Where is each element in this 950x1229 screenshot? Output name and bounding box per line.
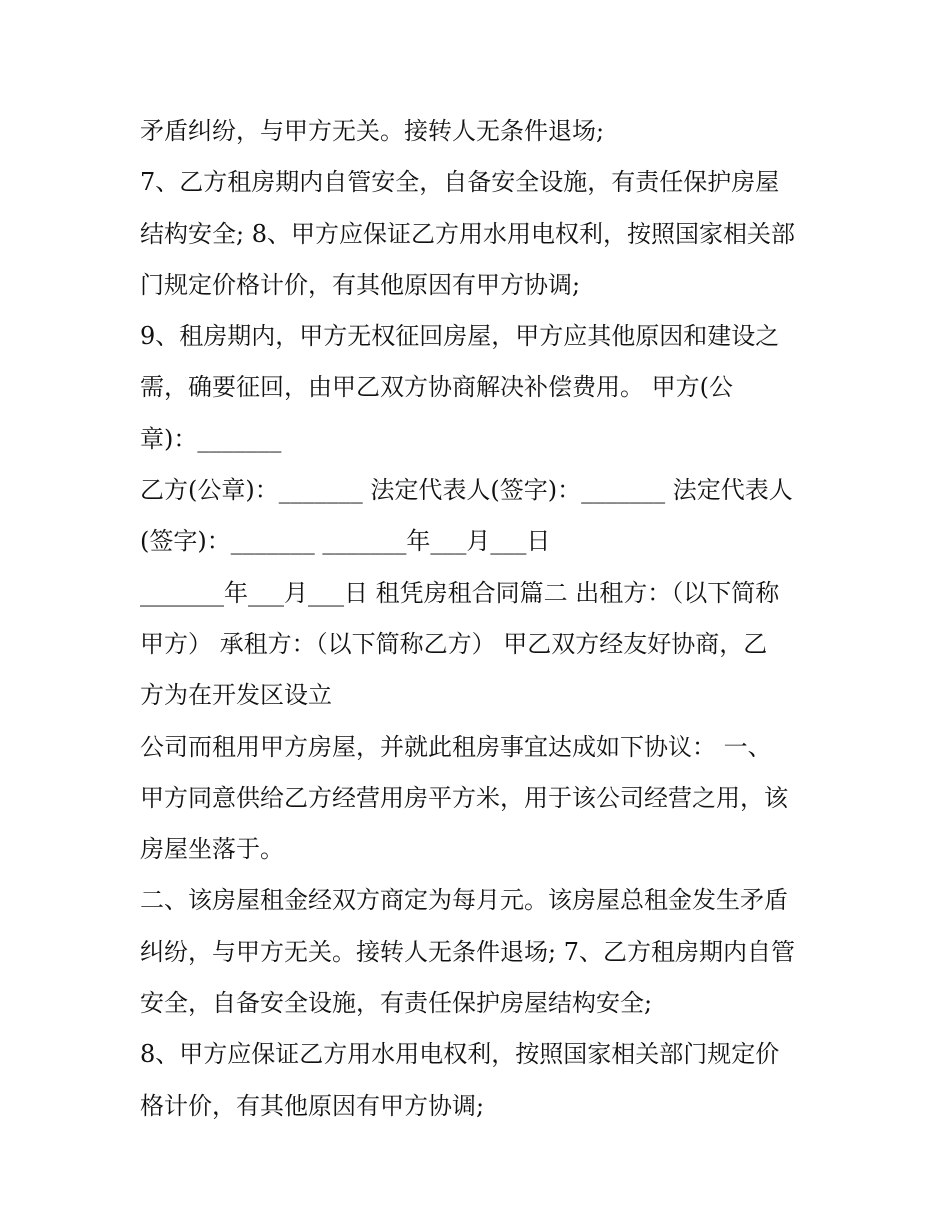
text-line: 乙方(公章)：_______ 法定代表人(签字)：_______ 法定代表人 <box>140 476 793 505</box>
text-line: 甲方） 承租方：（以下简称乙方） 甲乙双方经友好协商，乙 <box>140 629 768 658</box>
text-line: 公司而租用甲方房屋，并就此租房事宜达成如下协议： 一、 <box>140 732 772 761</box>
document-body <box>140 106 820 1132</box>
text-line: (签字)：_______ _______年___月___日 <box>140 527 551 556</box>
text-line: 二、该房屋租金经双方商定为每月元。该房屋总租金发生矛盾 <box>140 886 788 915</box>
text-line: 方为在开发区设立 <box>140 681 332 710</box>
text-line: 结构安全; 8、甲方应保证乙方用水用电权利，按照国家相关部 <box>140 219 795 248</box>
text-line: 门规定价格计价，有其他原因有甲方协调; <box>140 270 581 299</box>
text-line: 甲方同意供给乙方经营用房平方米，用于该公司经营之用，该 <box>140 783 788 812</box>
text-line: 纠纷，与甲方无关。接转人无条件退场; 7、乙方租房期内自管 <box>140 937 795 966</box>
text-line: 7、乙方租房期内自管安全，自备安全设施，有责任保护房屋 <box>140 168 780 197</box>
text-line: 矛盾纠纷，与甲方无关。接转人无条件退场; <box>140 117 605 145</box>
text-line: 安全，自备安全设施，有责任保护房屋结构安全; <box>140 989 653 1018</box>
text-line: _______年___月___日 租凭房租合同篇二 出租方：（以下简称 <box>140 578 780 607</box>
text-line: 8、甲方应保证乙方用水用电权利，按照国家相关部门规定价 <box>140 1040 780 1069</box>
text-line: 章)：_______ <box>140 424 282 453</box>
text-line: 房屋坐落于。 <box>140 835 284 864</box>
text-line: 格计价，有其他原因有甲方协调; <box>140 1091 485 1120</box>
text-line: 9、租房期内，甲方无权征回房屋，甲方应其他原因和建设之 <box>140 322 780 351</box>
text-line: 需，确要征回，由甲乙双方协商解决补偿费用。 甲方(公 <box>140 373 733 402</box>
